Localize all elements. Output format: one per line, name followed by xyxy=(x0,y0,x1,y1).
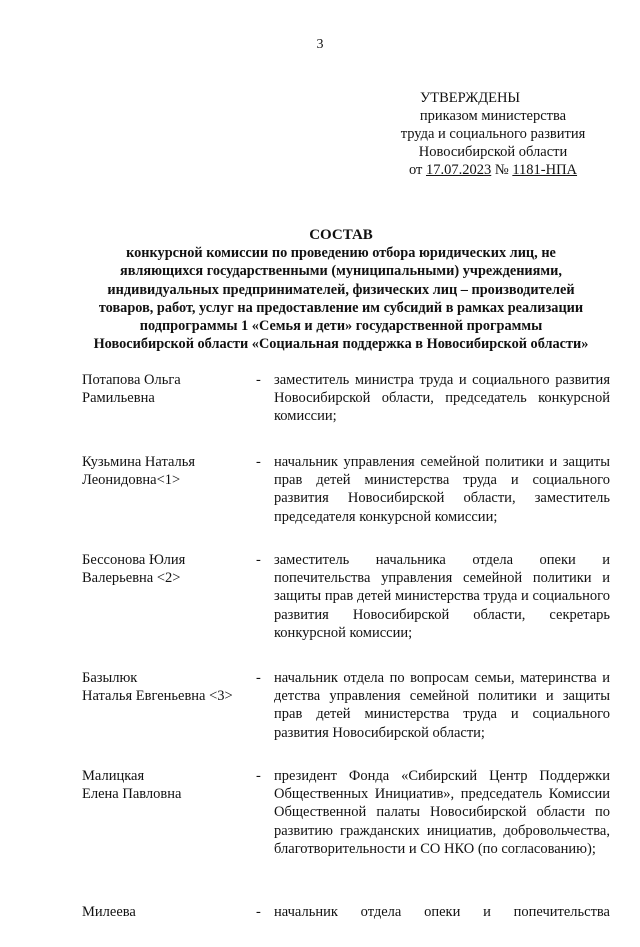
document-title xyxy=(64,226,618,353)
member-row xyxy=(82,767,610,877)
member-name xyxy=(82,371,256,427)
member-dash: - xyxy=(256,552,261,568)
member-name-line: Малицкая xyxy=(82,768,145,784)
member-name-line: Рамильевна xyxy=(82,390,155,407)
member-dash: - xyxy=(256,372,261,388)
member-dash: - xyxy=(256,768,261,784)
approval-line-3: Новосибирской области xyxy=(418,144,568,160)
approval-block xyxy=(360,89,626,179)
member-dash: - xyxy=(256,904,261,920)
member-role: президент Фонда «Сибирский Центр Поддержки Общественных Инициатив», председатель Комиссии Общественной палаты Новосибирской области по развитию гражданских инициатив, добровольчества, благотворительности и СО НКО (по согласованию); xyxy=(274,768,610,857)
member-name-line: Валерьевна <2> xyxy=(82,570,181,587)
title-line: Новосибирской области «Социальная поддержка в Новосибирской области» xyxy=(93,336,589,353)
page-number: 3 xyxy=(316,37,324,52)
title-line: подпрограммы 1 «Семья и дети» государственной программы xyxy=(139,318,543,335)
commission-members-list xyxy=(82,371,610,947)
member-role: начальник управления семейной политики и защиты прав детей министерства труда и социального развития Новосибирской области, заместитель председателя конкурсной комиссии; xyxy=(274,454,610,525)
approval-heading: УТВЕРЖДЕНЫ xyxy=(420,90,521,106)
title-heading: СОСТАВ xyxy=(309,227,373,243)
title-line: конкурсной комиссии по проведению отбора юридических лиц, не xyxy=(126,245,556,262)
member-name xyxy=(82,903,256,921)
member-row xyxy=(82,903,610,921)
approval-number-sign: № xyxy=(491,162,513,178)
member-role: заместитель министра труда и социального развития Новосибирской области, председатель конкурсной комиссии; xyxy=(274,372,610,425)
member-row xyxy=(82,669,610,741)
approval-number: 1181-НПА xyxy=(512,162,578,178)
member-row xyxy=(82,371,610,427)
member-name-line: Леонидовна<1> xyxy=(82,472,181,489)
approval-date: 17.07.2023 xyxy=(425,162,492,178)
member-name-line: Милеева xyxy=(82,904,136,920)
member-name-line: Елена Павловна xyxy=(82,786,182,803)
member-name-line: Потапова Ольга xyxy=(82,372,181,388)
member-role: заместитель начальника отдела опеки и попечительства управления семейной политики и защиты прав детей министерства труда и социального развития Новосибирской области, секретарь конкурсной комиссии; xyxy=(274,552,610,641)
title-line: товаров, работ, услуг на предоставление им субсидий в рамках реализации xyxy=(98,299,584,316)
member-name xyxy=(82,453,256,525)
member-name-line: Базылюк xyxy=(82,670,138,686)
approval-order-line xyxy=(360,161,626,179)
approval-date-prefix: от xyxy=(408,162,426,178)
member-dash: - xyxy=(256,670,261,686)
member-name xyxy=(82,767,256,877)
title-line: индивидуальных предпринимателей, физических лиц – производителей xyxy=(107,281,575,298)
approval-line-2: труда и социального развития xyxy=(400,126,586,142)
title-line: являющихся государственными (муниципальными) учреждениями, xyxy=(120,263,562,280)
member-role: начальник отдела по вопросам семьи, материнства и детства управления семейной политики и защиты прав детей министерства труда и социального развития Новосибирской области; xyxy=(274,670,610,741)
member-name xyxy=(82,669,256,741)
member-name-line: Кузьмина Наталья xyxy=(82,454,196,470)
member-role: начальник отдела опеки и попечительства xyxy=(274,904,610,920)
member-name xyxy=(82,551,256,643)
member-row xyxy=(82,453,610,525)
member-name-line: Наталья Евгеньевна <3> xyxy=(82,688,233,705)
member-dash: - xyxy=(256,454,261,470)
member-name-line: Бессонова Юлия xyxy=(82,552,186,568)
approval-line-1: приказом министерства xyxy=(419,108,567,124)
member-row xyxy=(82,551,610,643)
